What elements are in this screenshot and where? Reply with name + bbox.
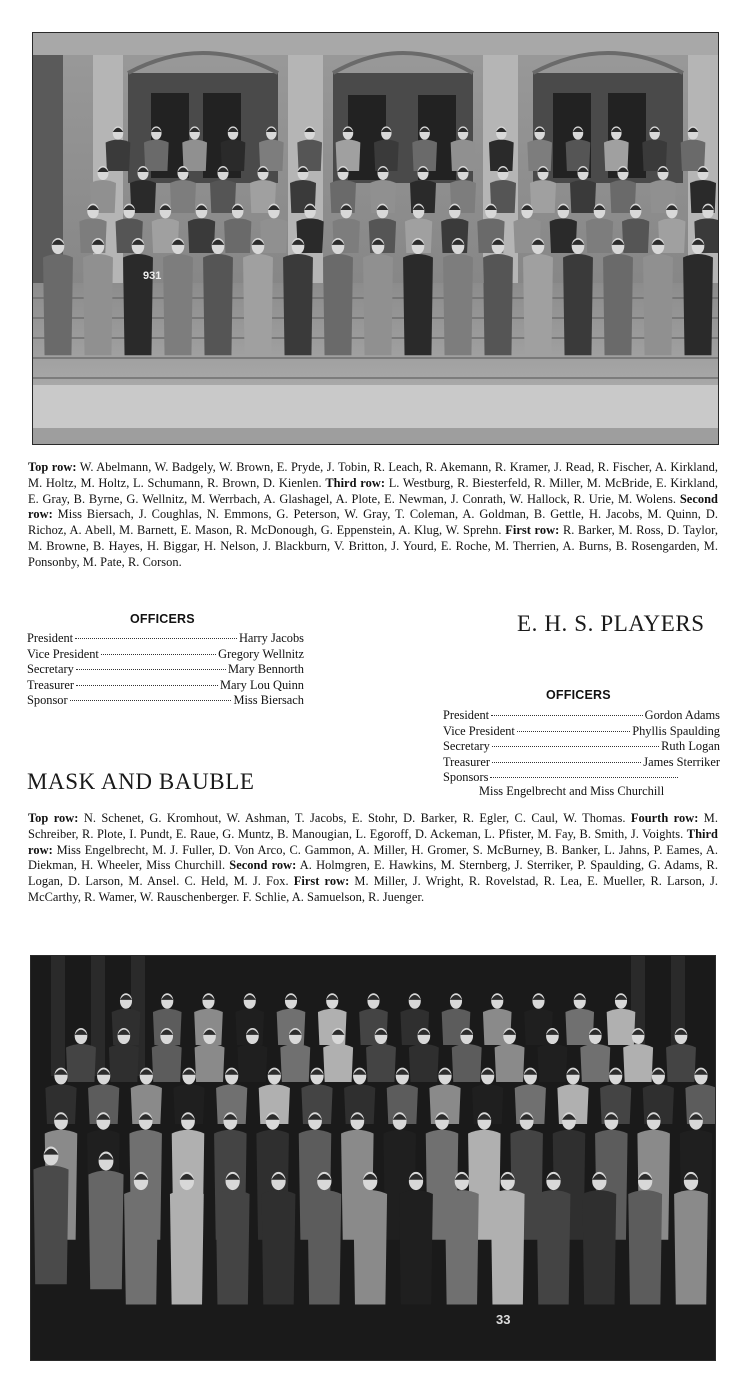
leader-dots [76, 685, 218, 686]
jersey-number: 33 [496, 1312, 511, 1327]
officer-role: Sponsors [443, 770, 489, 785]
leader-dots [75, 638, 237, 639]
leader-dots [70, 700, 232, 701]
row-names: W. Abelmann, W. Badgely, W. Brown, E. Pryde, J. Tobin, R. Leach, R. Akemann, R. Kramer, J. Read, R. Fischer, A. Kirkland, M. Holtz, M. Holtz, L. Schumann, R. Brown, D. Kienlen. [28, 460, 718, 490]
officer-name: Phyllis Spaulding [632, 723, 720, 738]
officer-row [443, 739, 720, 755]
row-names: Miss Engelbrecht, M. J. Fuller, D. Von Arco, C. Gammon, A. Miller, H. Gromer, S. McBurney, B. Banker, L. Jahns, P. Eames, A. Diekman, H. Wheeler, Miss Churchill. [28, 842, 718, 873]
mask-officers-list [27, 631, 304, 709]
ehs-sponsors-names: Miss Engelbrecht and Miss Churchill [479, 784, 665, 798]
leader-dots [517, 731, 630, 732]
row-label: First row: [293, 874, 350, 889]
row-names: A. Holmgren, E. Hawkins, M. Sternberg, J. Sterriker, P. Spaulding, G. Adams, R. Logan, D. Larson, M. Ansel. C. Held, M. J. Fox. [28, 858, 719, 889]
officer-name: Mary Bennorth [227, 662, 304, 677]
officer-name: James Sterriker [643, 754, 720, 769]
officer-name: Miss Biersach [233, 693, 304, 708]
officer-name: Gregory Wellnitz [218, 646, 304, 661]
officer-role: Sponsor [27, 693, 68, 708]
mask-and-bauble-title: MASK AND BAUBLE [27, 769, 255, 794]
officer-name: Ruth Logan [661, 739, 720, 754]
row-names: R. Barker, M. Ross, D. Taylor, M. Browne, B. Hayes, H. Biggar, H. Nelson, J. Blackburn, V. Britton, J. Yourd, E. Roche, M. Therrien, A. Burns, B. Rosengarden, M. Ponsonby, M. Pate, R. Corson. [28, 523, 718, 569]
officer-role: Vice President [27, 646, 99, 661]
officer-row [27, 647, 304, 663]
row-names: Miss Biersach, J. Coughlas, N. Emmons, G. Peterson, W. Gray, T. Coleman, A. Goldman, B. Gettle, H. Jacobs, M. Quinn, D. Richoz, A. Abell, M. Barnett, E. Mason, R. McDonough, G. Eppenstein, A. Klug, W. Sprehn. [28, 507, 718, 538]
row-label: Third row: [28, 826, 718, 857]
mask-officers-title: OFFICERS [130, 612, 195, 626]
row-label: Third row: [325, 475, 385, 490]
row-label: Second row: [229, 858, 297, 873]
row-label: Top row: [28, 460, 77, 474]
leader-dots [492, 746, 659, 747]
bottom-group-photo-image [31, 956, 715, 1360]
bottom-group-photo [30, 955, 716, 1361]
ehs-officers-title: OFFICERS [546, 688, 611, 702]
row-label: Fourth row: [630, 811, 699, 825]
leader-dots [76, 669, 226, 670]
officer-row [443, 724, 720, 740]
officer-role: Vice President [443, 723, 515, 738]
top-group-photo-image [33, 33, 718, 444]
officer-role: President [27, 631, 74, 645]
officer-row [443, 755, 720, 771]
officer-role: Secretary [443, 739, 490, 754]
leader-dots [491, 715, 643, 716]
row-names: M. Schreiber, R. Plote, I. Pundt, E. Raue, G. Muntz, B. Manougian, L. Egoroff, D. Ackeman, L. Pfister, M. Fay, B. Smith, J. Voights. [28, 811, 718, 841]
officer-name: Mary Lou Quinn [220, 677, 304, 692]
officer-role: Treasurer [27, 677, 75, 692]
ehs-officers-list [443, 708, 720, 786]
officer-name: Gordon Adams [644, 708, 720, 722]
leader-dots [101, 654, 216, 655]
officer-row [27, 693, 304, 709]
bottom-photo-caption [28, 811, 718, 906]
top-group-photo [32, 32, 719, 445]
officer-row [27, 678, 304, 694]
row-label: Second row: [28, 491, 718, 522]
officer-row [443, 708, 720, 724]
ehs-players-title: E. H. S. PLAYERS [517, 611, 705, 636]
leader-dots [490, 777, 678, 778]
officer-role: Treasurer [443, 754, 491, 769]
row-names: L. Westburg, R. Biesterfeld, R. Miller, M. McBride, E. Kirkland, E. Gray, B. Byrne, G. Wellnitz, M. Werrbach, A. Glashagel, A. Plote, E. Newman, J. Conrath, W. Hallock, R. Urie, M. Wolens. [28, 475, 719, 506]
officer-row [27, 631, 304, 647]
officer-name: Harry Jacobs [238, 631, 304, 645]
row-label: Top row: [28, 811, 79, 825]
officer-role: Secretary [27, 662, 74, 677]
officer-row [27, 662, 304, 678]
leader-dots [492, 762, 641, 763]
row-label: First row: [505, 523, 560, 538]
officer-role: President [443, 708, 490, 722]
jersey-number: 931 [143, 270, 162, 282]
row-names: M. Miller, J. Wright, R. Rovelstad, R. Lea, E. Mueller, R. Larson, J. McCarthy, R. Wamer, W. Rauschenberger. F. Schlie, A. Samuelson, R. Juenger. [28, 874, 719, 904]
row-names: N. Schenet, G. Kromhout, W. Ashman, T. Jacobs, E. Stohr, D. Barker, R. Egler, C. Caul, W. Thomas. [78, 811, 631, 825]
top-photo-caption [28, 460, 718, 571]
